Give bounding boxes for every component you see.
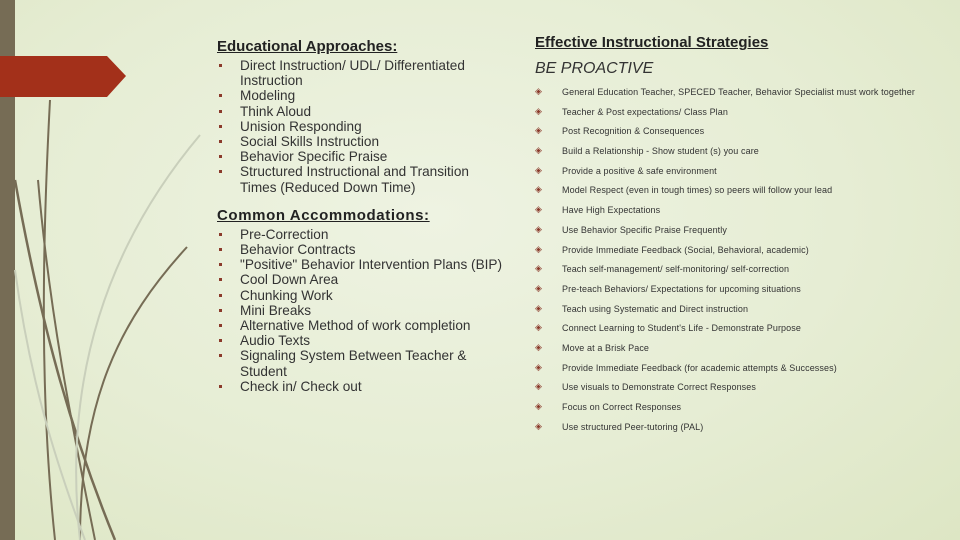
list-item: Alternative Method of work completion — [217, 318, 507, 333]
square-bullet-icon — [219, 64, 222, 67]
be-proactive-subheading: BE PROACTIVE — [535, 60, 654, 77]
list-item: ◈ Pre-teach Behaviors/ Expectations for upcoming situations — [535, 282, 801, 294]
square-bullet-icon — [219, 309, 222, 312]
educational-approaches-list — [217, 58, 507, 195]
list-item: ◈ Use visuals to Demonstrate Correct Responses — [535, 381, 756, 393]
square-bullet-icon — [219, 294, 222, 297]
list-item: ◈ Teach self-management/ self-monitoring/ self-correction — [535, 263, 790, 275]
diamond-bullet-icon: ◈ — [535, 302, 543, 313]
list-item: ◈ Move at a Brisk Pace — [535, 341, 650, 353]
list-item: Behavior Specific Praise — [217, 149, 507, 164]
list-item: ◈ Model Respect (even in tough times) so peers will follow your lead — [535, 184, 833, 196]
diamond-bullet-icon: ◈ — [535, 322, 543, 333]
list-item: Check in/ Check out — [217, 379, 507, 394]
list-item: ◈ Provide Immediate Feedback (Social, Behavioral, academic) — [535, 243, 809, 255]
diamond-bullet-icon: ◈ — [535, 86, 543, 96]
diamond-bullet-icon: ◈ — [535, 243, 543, 254]
diamond-bullet-icon: ◈ — [535, 223, 543, 234]
strategies-heading: Effective Instructional Strategies — [535, 34, 769, 51]
list-item: Pre-Correction — [217, 227, 507, 242]
square-bullet-icon — [219, 94, 222, 97]
educational-approaches-heading: Educational Approaches: — [217, 38, 398, 55]
diamond-bullet-icon: ◈ — [535, 184, 543, 195]
right-column — [535, 33, 915, 441]
list-item: ◈ Use Behavior Specific Praise Frequently — [535, 223, 727, 235]
diamond-bullet-icon: ◈ — [535, 105, 543, 116]
list-item: ◈ Build a Relationship - Show student (s) you care — [535, 145, 759, 157]
common-accommodations-heading: Common Accommodations: — [217, 206, 430, 224]
red-arrow-tab — [0, 56, 126, 97]
diamond-bullet-icon: ◈ — [535, 341, 543, 352]
square-bullet-icon — [219, 125, 222, 128]
square-bullet-icon — [219, 339, 222, 342]
diamond-bullet-icon: ◈ — [535, 125, 543, 136]
list-item: ◈ Provide Immediate Feedback (for academic attempts & Successes) — [535, 361, 837, 373]
list-item: Mini Breaks — [217, 303, 507, 318]
list-item: ◈ Use structured Peer-tutoring (PAL) — [535, 420, 704, 432]
diamond-bullet-icon: ◈ — [535, 420, 543, 431]
list-item: Social Skills Instruction — [217, 134, 507, 149]
list-item: Direct Instruction/ UDL/ Differentiated Instruction — [217, 58, 507, 88]
list-item: Structured Instructional and Transition Times (Reduced Down Time) — [217, 164, 507, 194]
square-bullet-icon — [219, 324, 222, 327]
list-item: Signaling System Between Teacher & Student — [217, 348, 507, 378]
list-item: ◈ Teach using Systematic and Direct instruction — [535, 302, 749, 314]
list-item: ◈ Provide a positive & safe environment — [535, 164, 717, 176]
list-item: ◈ Teacher & Post expectations/ Class Plan — [535, 105, 728, 117]
diamond-bullet-icon: ◈ — [535, 361, 543, 372]
common-accommodations-list — [217, 227, 507, 394]
square-bullet-icon — [219, 155, 222, 158]
list-item: Think Aloud — [217, 104, 507, 119]
diamond-bullet-icon: ◈ — [535, 401, 543, 411]
left-column — [217, 38, 507, 394]
square-bullet-icon — [219, 263, 222, 266]
list-item: Audio Texts — [217, 333, 507, 348]
diamond-bullet-icon: ◈ — [535, 263, 543, 274]
diamond-bullet-icon: ◈ — [535, 204, 543, 215]
square-bullet-icon — [219, 248, 222, 251]
square-bullet-icon — [219, 110, 222, 113]
square-bullet-icon — [219, 354, 222, 357]
diamond-bullet-icon: ◈ — [535, 282, 543, 293]
list-item: "Positive" Behavior Intervention Plans (BIP) — [217, 257, 507, 272]
list-item: ◈ Focus on Correct Responses — [535, 401, 682, 412]
diamond-bullet-icon: ◈ — [535, 381, 543, 392]
list-item: ◈ Post Recognition & Consequences — [535, 125, 705, 137]
list-item: Modeling — [217, 88, 507, 103]
square-bullet-icon — [219, 140, 222, 143]
diamond-bullet-icon: ◈ — [535, 164, 543, 175]
square-bullet-icon — [219, 170, 222, 173]
list-item: ◈ Connect Learning to Student's Life - Demonstrate Purpose — [535, 322, 801, 334]
diamond-bullet-icon: ◈ — [535, 145, 543, 156]
common-accommodations-section — [217, 207, 507, 394]
list-item: Unision Responding — [217, 119, 507, 134]
square-bullet-icon — [219, 233, 222, 236]
list-item: ◈ Have High Expectations — [535, 204, 661, 216]
list-item: ◈ General Education Teacher, SPECED Teacher, Behavior Specialist must work together — [535, 86, 915, 97]
list-item: Cool Down Area — [217, 272, 507, 287]
list-item: Chunking Work — [217, 288, 507, 303]
square-bullet-icon — [219, 278, 222, 281]
square-bullet-icon — [219, 385, 222, 388]
list-item: Behavior Contracts — [217, 242, 507, 257]
strategies-list — [535, 87, 915, 432]
